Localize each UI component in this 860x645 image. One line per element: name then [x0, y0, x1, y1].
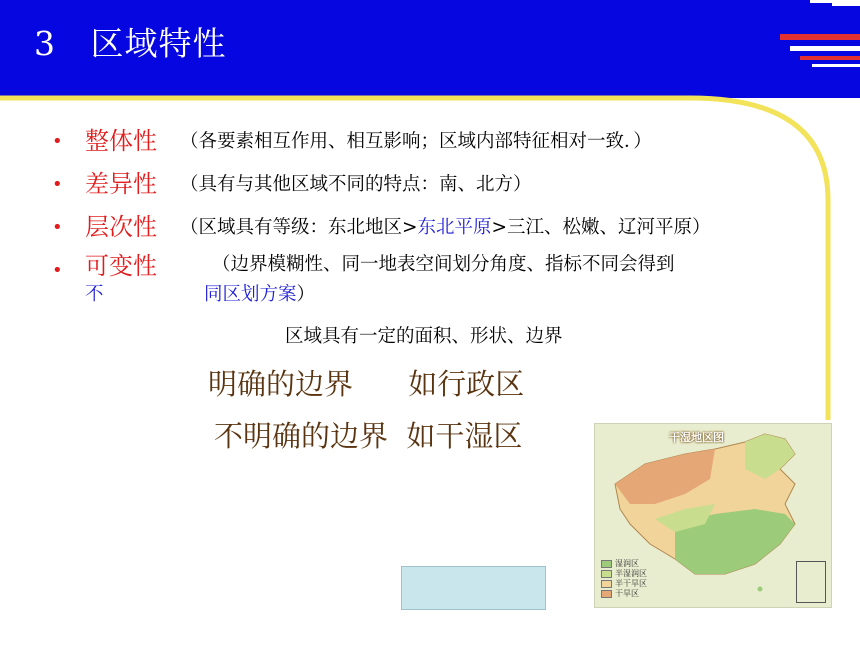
bullet-desc-line2-blue: 同区划方案 [204, 284, 297, 305]
legend-swatch [601, 560, 612, 568]
bullet-term: 层次性 [85, 213, 157, 241]
bullet-term: 差异性 [85, 170, 157, 198]
bullet-term: 可变性 [85, 252, 157, 280]
bullet-dot: • [52, 131, 63, 152]
blank-placeholder-box [401, 566, 546, 610]
bullet-item [52, 252, 852, 305]
bullet-desc-line2-tail: ） [296, 284, 316, 305]
bullet-dot: • [52, 174, 63, 195]
legend-label: 湿润区 [615, 559, 639, 568]
legend-swatch [601, 570, 612, 578]
bullet-desc [180, 218, 711, 238]
bullet-desc-highlight: 东北平原 [417, 217, 492, 238]
bullet-desc-pre: （区域具有等级：东北地区> [180, 217, 418, 238]
legend-item [601, 589, 647, 599]
bullet-dot: • [52, 260, 63, 281]
bullet-term: 整体性 [85, 127, 157, 155]
legend-item [601, 569, 647, 579]
south-sea-inset [796, 561, 826, 603]
bullet-list [52, 124, 852, 305]
map-title: 干湿地区图 [669, 431, 724, 444]
legend-label: 干旱区 [615, 589, 639, 598]
bullet-desc: （边界模糊性、同一地表空间划分角度、指标不同会得到 [212, 254, 675, 275]
bullet-item [52, 167, 852, 210]
map-legend [601, 559, 647, 599]
bullet-desc-post: >三江、松嫩、辽河平原） [491, 217, 711, 238]
slide-title: 3 区域特性 [34, 24, 227, 63]
bullet-dot: • [52, 217, 63, 238]
bullet-item [52, 124, 852, 167]
legend-item [601, 579, 647, 589]
subnote: 区域具有一定的面积、形状、边界 [285, 326, 563, 347]
dry-wet-region-map [594, 423, 832, 608]
bullet-desc: （各要素相互作用、相互影响；区域内部特征相对一致．） [180, 131, 652, 152]
legend-label: 半干旱区 [615, 579, 647, 588]
legend-item [601, 559, 647, 569]
legend-swatch [601, 590, 612, 598]
bullet-desc-wrap: 不 [85, 284, 104, 305]
bullet-item [52, 210, 852, 253]
bullet-desc-line2 [204, 285, 315, 305]
bullet-desc: （具有与其他区域不同的特点：南、北方） [180, 174, 532, 195]
legend-swatch [601, 580, 612, 588]
example-line-2: 不明确的边界 如干湿区 [214, 419, 523, 453]
legend-label: 半湿润区 [615, 569, 647, 578]
example-line-1: 明确的边界 如行政区 [208, 367, 525, 401]
